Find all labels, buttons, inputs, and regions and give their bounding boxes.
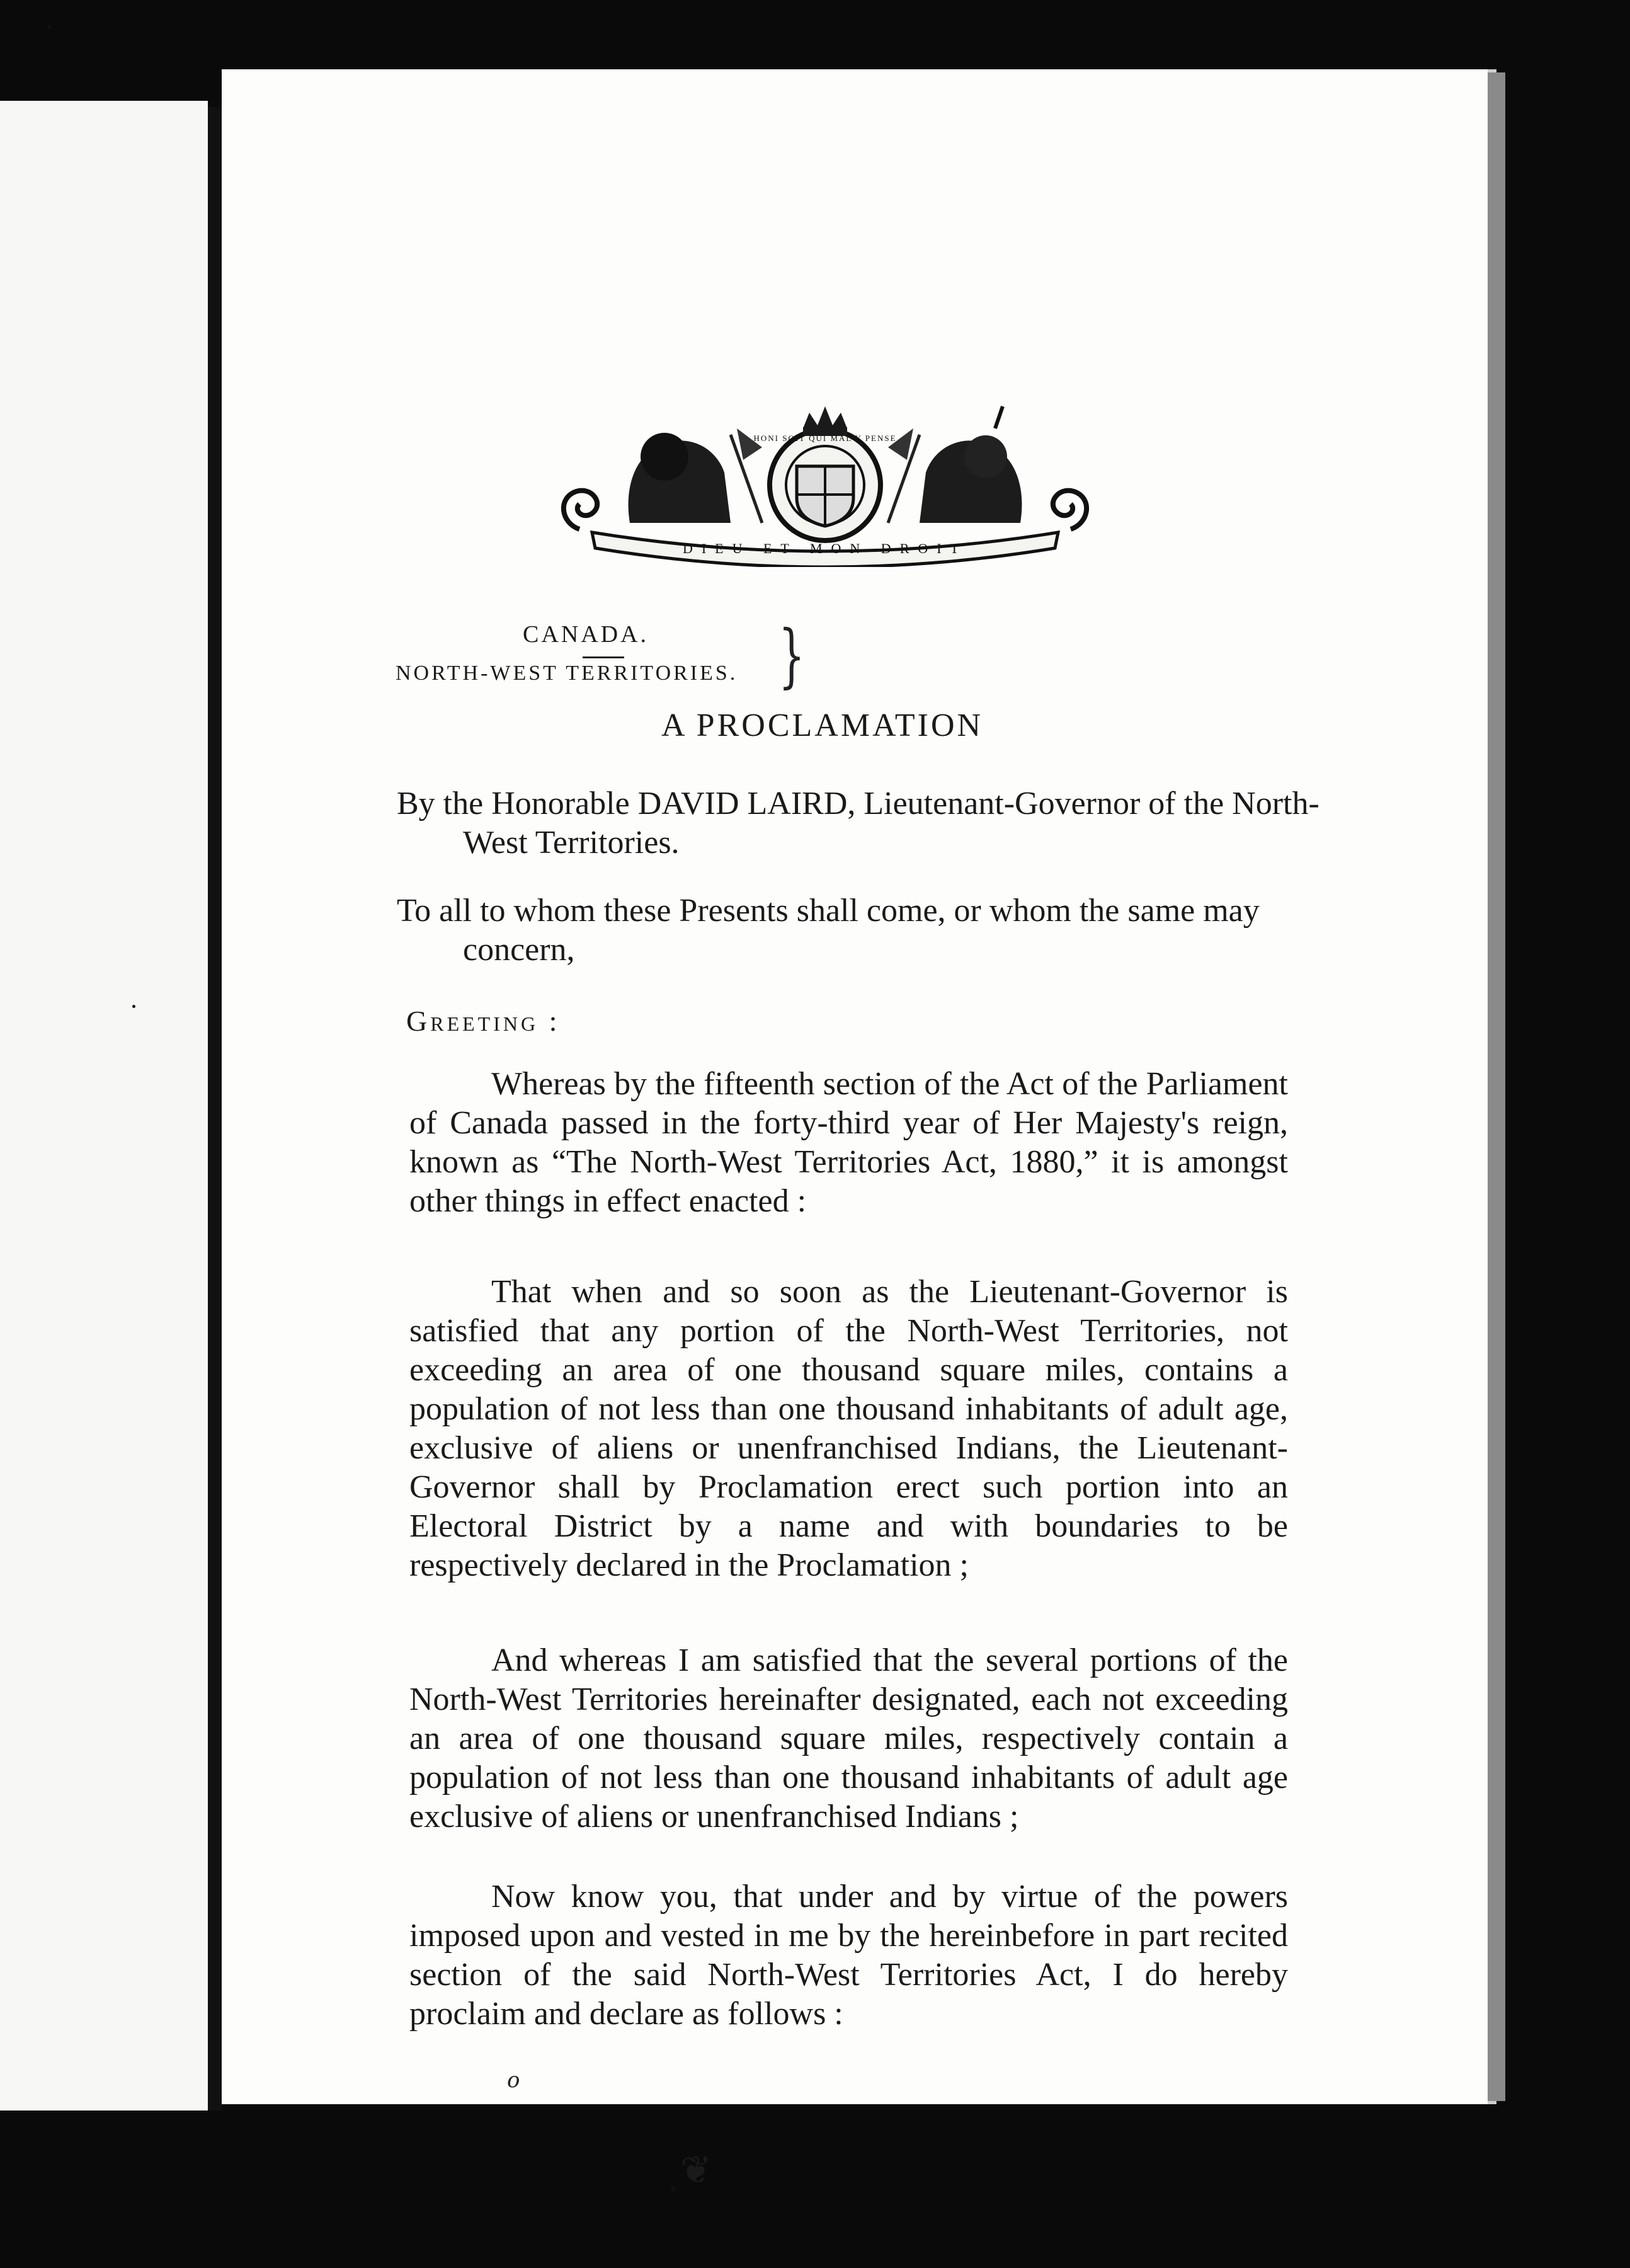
paragraph-now-know-you: Now know you, that under and by virtue of the powers imposed upon and vested in me by the hereinbefore in part recited section of the said North-West Territories Act, I do hereby proclaim and declare as follows :	[409, 1879, 1288, 2032]
page-tail-mark: o	[507, 2068, 520, 2093]
document-title: A PROCLAMATION	[661, 707, 984, 743]
facing-page	[0, 101, 208, 2110]
paragraph-and-whereas: And whereas I am satisfied that the several portions of the North-West Territories hereinafter designated, each not exceeding an area of one thousand square miles, respectively contain a population of not less than one thousand inhabitants of adult age exclusive of aliens or unenfranchised Indians ;	[409, 1642, 1288, 1835]
heading-brace: }	[778, 615, 805, 696]
book-gutter	[208, 107, 222, 2110]
territory-heading: NORTH-WEST TERRITORIES.	[396, 662, 738, 685]
royal-coat-of-arms	[554, 403, 1096, 567]
garter-motto: HONI SOIT QUI MAL Y PENSE	[753, 433, 897, 443]
greeting: Greeting :	[406, 1005, 561, 1037]
paragraph-whereas: Whereas by the fifteenth section of the Act of the Parliament of Canada passed in the forty-third year of Her Majesty's reign, known as “The North-West Territories Act, 1880,” it is amongst other things in effect enacted :	[409, 1066, 1288, 1219]
address-line: To all to whom these Presents shall come, or whom the same may concern,	[397, 893, 1260, 968]
page-edge	[1488, 72, 1505, 2101]
country-heading: CANADA.	[523, 621, 649, 648]
by-line: By the Honorable DAVID LAIRD, Lieutenant-Governor of the North-West Territories.	[397, 786, 1319, 861]
paragraph-that-when: That when and so soon as the Lieutenant-Governor is satisfied that any portion of the North-West Territories, not exceeding an area of one thousand square miles, contains a population of not less than one thousand inhabitants of adult age, exclusive of aliens or unenfranchised Indians, the Lieutenant-Governor shall by Proclamation erect such portion into an Electoral District by a name and with boundaries to be respectively declared in the Proclamation ;	[409, 1274, 1288, 1583]
ornament-icon: ❦	[680, 2148, 712, 2192]
heading-rule	[583, 656, 624, 658]
scroll-motto: DIEU ET MON DROIT	[682, 541, 968, 556]
